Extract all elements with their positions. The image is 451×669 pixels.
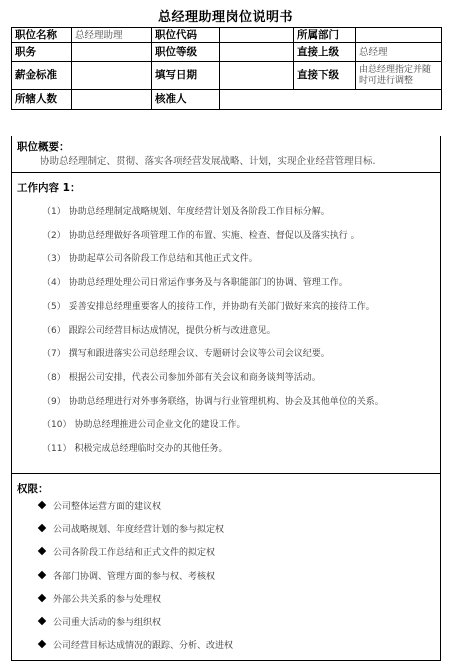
rights-item [39, 545, 215, 558]
rights-text: 公司整体运营方面的建议权 [53, 502, 162, 512]
duty-item [42, 299, 375, 312]
duty-index: （6） [42, 325, 66, 336]
job-name-label: 职位名称 [12, 28, 72, 43]
diamond-bullet-icon [38, 570, 46, 578]
salary-label: 薪金标准 [12, 62, 72, 90]
rights-text: 公司战略规划、年度经营计划的参与拟定权 [53, 525, 225, 536]
dept-value [356, 28, 442, 43]
duty-item [42, 417, 245, 430]
rights-item [39, 592, 161, 605]
rights-text: 公司重大活动的参与组织权 [53, 618, 162, 628]
rights-item [39, 638, 233, 651]
job-name-value: 总经理助理 [72, 28, 152, 43]
position-label: 职务 [12, 43, 72, 62]
summary-text: 协助总经理制定、贯彻、落实各项经营发展战略、计划，实现企业经营管理目标. [40, 156, 376, 167]
job-info-table [11, 27, 442, 110]
duty-item [42, 228, 360, 241]
rights-item [39, 499, 161, 512]
rights-section [11, 474, 441, 661]
duty-item [42, 251, 258, 264]
diamond-bullet-icon [38, 547, 46, 555]
position-value [72, 43, 152, 62]
rights-text: 公司各阶段工作总结和正式文件的拟定权 [53, 548, 216, 559]
subordinate-label: 直接下级 [294, 62, 356, 90]
rights-item [39, 569, 215, 582]
duty-text: 妥善安排总经理重要客人的接待工作，并协助有关部门做好来宾的接待工作。 [68, 301, 375, 312]
summary-heading: 职位概要： [17, 141, 70, 153]
grade-label: 职位等级 [152, 43, 220, 62]
summary-section [11, 136, 441, 173]
duty-item [42, 204, 330, 217]
salary-value [72, 62, 152, 90]
duty-index: （10） [42, 420, 72, 431]
duty-text: 积极完成总经理临时交办的其他任务。 [74, 444, 228, 454]
duty-index: （9） [42, 396, 66, 407]
duty-item [42, 275, 348, 288]
duties-section [11, 173, 441, 474]
diamond-bullet-icon [38, 524, 46, 532]
superior-label: 直接上级 [294, 43, 356, 62]
rights-text: 公司经营目标达成情况的跟踪、分析、改进权 [53, 641, 234, 652]
job-code-value [220, 28, 294, 43]
rights-text: 各部门协调、管理方面的参与权、考核权 [53, 571, 216, 582]
duties-heading: 工作内容 1： [17, 182, 81, 194]
dept-label: 所属部门 [294, 28, 356, 43]
duty-text: 根据公司安排，代表公司参加外部有关会议和商务谈判等活动。 [68, 372, 321, 383]
date-value [220, 62, 294, 90]
duty-text: 协助总经理做好各项管理工作的布置、实施、检查、督促以及落实执行 。 [68, 230, 360, 241]
subordinate-value: 由总经理指定并随时可进行调整 [356, 62, 442, 90]
job-code-label: 职位代码 [152, 28, 220, 43]
grade-value [220, 43, 294, 62]
duty-item [42, 323, 276, 336]
duty-index: （4） [42, 278, 66, 289]
duty-item [42, 441, 227, 454]
diamond-bullet-icon [38, 594, 46, 602]
rights-heading: 权限： [17, 483, 49, 495]
diamond-bullet-icon [38, 501, 46, 509]
duty-index: （11） [42, 444, 72, 454]
duty-text: 撰写和跟进落实公司总经理会议、专题研讨会议等公司会议纪要。 [68, 349, 330, 360]
approver-label: 核准人 [152, 90, 220, 110]
duty-text: 协助总经理制定战略规划、年度经营计划及各阶段工作目标分解。 [68, 207, 330, 217]
duty-index: （7） [42, 349, 66, 360]
duty-text: 跟踪公司经营目标达成情况，提供分析与改进意见。 [68, 325, 276, 336]
superior-value: 总经理 [356, 43, 442, 62]
duty-index: （5） [42, 301, 66, 312]
duty-index: （3） [42, 254, 66, 265]
duty-text: 协助总经理进行对外事务联络，协调与行业管理机构、协会及其他单位的关系。 [68, 396, 384, 407]
approver-value [220, 90, 442, 110]
date-label: 填写日期 [152, 62, 220, 90]
headcount-value [72, 90, 152, 110]
headcount-label: 所辖人数 [12, 90, 72, 110]
duty-index: （8） [42, 372, 66, 383]
duty-index: （1） [42, 207, 66, 217]
duty-item [42, 370, 321, 383]
diamond-bullet-icon [38, 640, 46, 648]
rights-text: 外部公共关系的参与处理权 [53, 594, 162, 605]
duty-item [42, 394, 384, 407]
duty-index: （2） [42, 230, 66, 241]
diamond-bullet-icon [38, 617, 46, 625]
duty-item [42, 346, 330, 359]
rights-item [39, 522, 224, 535]
duty-text: 协助总经理推进公司企业文化的建设工作。 [74, 420, 246, 431]
page-title: 总经理助理岗位说明书 [157, 10, 293, 25]
duty-text: 协助总经理处理公司日常运作事务及与各职能部门的协调、管理工作。 [68, 278, 348, 289]
rights-item [39, 615, 161, 628]
duty-text: 协助起草公司各阶段工作总结和其他正式文件。 [68, 254, 258, 265]
